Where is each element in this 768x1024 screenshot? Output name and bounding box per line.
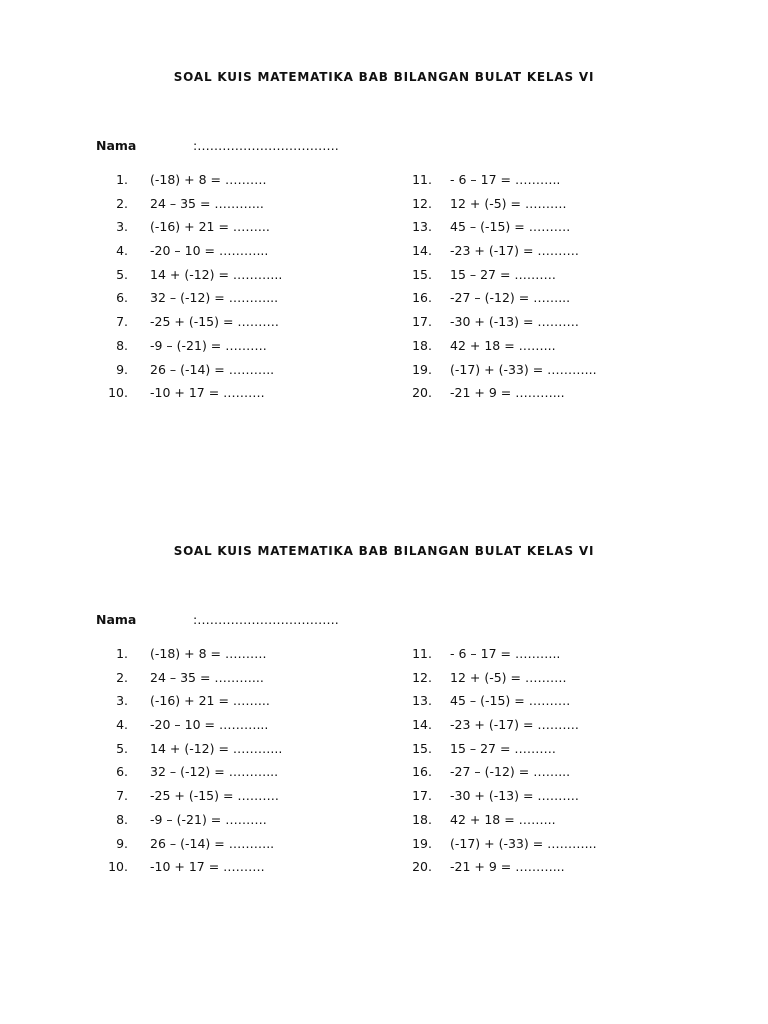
question-item: [106, 645, 366, 669]
question-number: 14.: [412, 717, 432, 733]
question-column-right: [410, 171, 670, 408]
sheet-title: SOAL KUIS MATEMATIKA BAB BILANGAN BULAT KELAS VI: [173, 70, 595, 84]
question-text: 45 – (-15) = ……….: [450, 219, 571, 235]
question-item: [410, 740, 670, 764]
question-number: 12.: [412, 669, 432, 685]
question-number: 2.: [116, 195, 128, 211]
question-text: -30 + (-13) = ……….: [450, 788, 579, 804]
question-item: [410, 361, 670, 385]
question-column-left: [106, 171, 366, 408]
question-item: [106, 337, 366, 361]
question-column-right: [410, 645, 670, 882]
question-text: 12 + (-5) = ……….: [450, 669, 567, 685]
question-text: -9 – (-21) = ……….: [150, 811, 267, 827]
question-text: -10 + 17 = ……….: [150, 385, 265, 401]
question-item: [106, 835, 366, 859]
question-number: 10.: [108, 385, 128, 401]
question-item: [410, 645, 670, 669]
question-text: (-17) + (-33) = ………...: [450, 361, 597, 377]
question-item: [410, 669, 670, 693]
question-text: - 6 – 17 = ………..: [450, 172, 561, 187]
question-text: - 6 – 17 = ………..: [450, 646, 561, 661]
question-item: [106, 811, 366, 835]
question-number: 17.: [412, 788, 432, 804]
question-item: [410, 313, 670, 337]
question-number: 20.: [412, 385, 432, 401]
question-number: 3.: [116, 693, 128, 709]
question-number: 8.: [116, 811, 128, 827]
question-item: [106, 266, 366, 290]
question-item: [106, 361, 366, 385]
question-number: 9.: [116, 835, 128, 851]
question-number: 17.: [412, 314, 432, 330]
question-column-left: [106, 645, 366, 882]
question-text: -20 – 10 = ………...: [150, 717, 269, 733]
question-number: 5.: [116, 266, 128, 282]
question-number: 4.: [116, 243, 128, 259]
question-item: [106, 787, 366, 811]
name-blank-line: :…………………………….: [193, 612, 339, 627]
question-text: (-18) + 8 = ……….: [150, 646, 267, 661]
question-item: [106, 716, 366, 740]
question-item: [410, 692, 670, 716]
question-item: [410, 716, 670, 740]
question-number: 1.: [116, 172, 128, 187]
question-text: 24 – 35 = ………...: [150, 195, 264, 211]
question-text: 32 – (-12) = ………...: [150, 290, 279, 306]
question-text: -9 – (-21) = ……….: [150, 337, 267, 353]
question-item: [106, 858, 366, 882]
question-text: 26 – (-14) = ………..: [150, 835, 275, 851]
question-item: [106, 242, 366, 266]
question-text: 32 – (-12) = ………...: [150, 764, 279, 780]
question-number: 6.: [116, 290, 128, 306]
question-item: [410, 171, 670, 195]
question-item: [410, 835, 670, 859]
question-item: [410, 787, 670, 811]
question-item: [106, 218, 366, 242]
question-number: 19.: [412, 361, 432, 377]
question-text: 42 + 18 = ……...: [450, 811, 556, 827]
question-text: -20 – 10 = ………...: [150, 243, 269, 259]
name-label: Nama: [96, 138, 137, 153]
question-item: [410, 266, 670, 290]
question-item: [410, 811, 670, 835]
question-item: [410, 337, 670, 361]
question-text: 15 – 27 = ……….: [450, 266, 556, 282]
question-item: [410, 218, 670, 242]
question-text: -27 – (-12) = ……...: [450, 290, 571, 306]
question-item: [106, 171, 366, 195]
question-item: [106, 669, 366, 693]
question-number: 5.: [116, 740, 128, 756]
sheet-title: SOAL KUIS MATEMATIKA BAB BILANGAN BULAT KELAS VI: [173, 544, 595, 558]
name-blank-line: :…………………………….: [193, 138, 339, 153]
question-number: 6.: [116, 764, 128, 780]
question-item: [106, 195, 366, 219]
question-number: 16.: [412, 764, 432, 780]
question-item: [410, 858, 670, 882]
question-text: -23 + (-17) = ……….: [450, 717, 579, 733]
question-item: [106, 740, 366, 764]
question-text: (-17) + (-33) = ………...: [450, 835, 597, 851]
question-number: 11.: [412, 172, 432, 187]
question-item: [106, 289, 366, 313]
name-label: Nama: [96, 612, 137, 627]
question-text: -21 + 9 = ………...: [450, 385, 565, 401]
question-number: 10.: [108, 859, 128, 875]
question-number: 18.: [412, 811, 432, 827]
question-number: 4.: [116, 717, 128, 733]
question-text: 14 + (-12) = ………...: [150, 266, 283, 282]
question-number: 13.: [412, 219, 432, 235]
question-number: 9.: [116, 361, 128, 377]
question-number: 12.: [412, 195, 432, 211]
question-number: 15.: [412, 266, 432, 282]
question-item: [106, 313, 366, 337]
question-text: -27 – (-12) = ……...: [450, 764, 571, 780]
question-item: [106, 384, 366, 408]
question-number: 15.: [412, 740, 432, 756]
question-number: 7.: [116, 314, 128, 330]
question-text: -25 + (-15) = ……….: [150, 314, 279, 330]
question-number: 20.: [412, 859, 432, 875]
question-text: 42 + 18 = ……...: [450, 337, 556, 353]
question-item: [410, 242, 670, 266]
question-number: 2.: [116, 669, 128, 685]
question-item: [410, 195, 670, 219]
question-number: 18.: [412, 337, 432, 353]
question-item: [410, 763, 670, 787]
question-text: (-16) + 21 = ……...: [150, 219, 270, 235]
question-text: 12 + (-5) = ……….: [450, 195, 567, 211]
question-number: 19.: [412, 835, 432, 851]
question-number: 14.: [412, 243, 432, 259]
question-text: 24 – 35 = ………...: [150, 669, 264, 685]
question-text: 45 – (-15) = ……….: [450, 693, 571, 709]
question-item: [106, 763, 366, 787]
question-item: [106, 692, 366, 716]
question-text: -30 + (-13) = ……….: [450, 314, 579, 330]
question-number: 16.: [412, 290, 432, 306]
question-number: 1.: [116, 646, 128, 661]
question-number: 11.: [412, 646, 432, 661]
question-text: -10 + 17 = ……….: [150, 859, 265, 875]
question-number: 13.: [412, 693, 432, 709]
question-text: 26 – (-14) = ………..: [150, 361, 275, 377]
question-text: -23 + (-17) = ……….: [450, 243, 579, 259]
question-number: 3.: [116, 219, 128, 235]
question-text: 14 + (-12) = ………...: [150, 740, 283, 756]
question-text: -25 + (-15) = ……….: [150, 788, 279, 804]
question-item: [410, 289, 670, 313]
question-number: 7.: [116, 788, 128, 804]
question-text: -21 + 9 = ………...: [450, 859, 565, 875]
question-number: 8.: [116, 337, 128, 353]
question-text: (-18) + 8 = ……….: [150, 172, 267, 187]
question-text: (-16) + 21 = ……...: [150, 693, 270, 709]
question-text: 15 – 27 = ……….: [450, 740, 556, 756]
question-item: [410, 384, 670, 408]
